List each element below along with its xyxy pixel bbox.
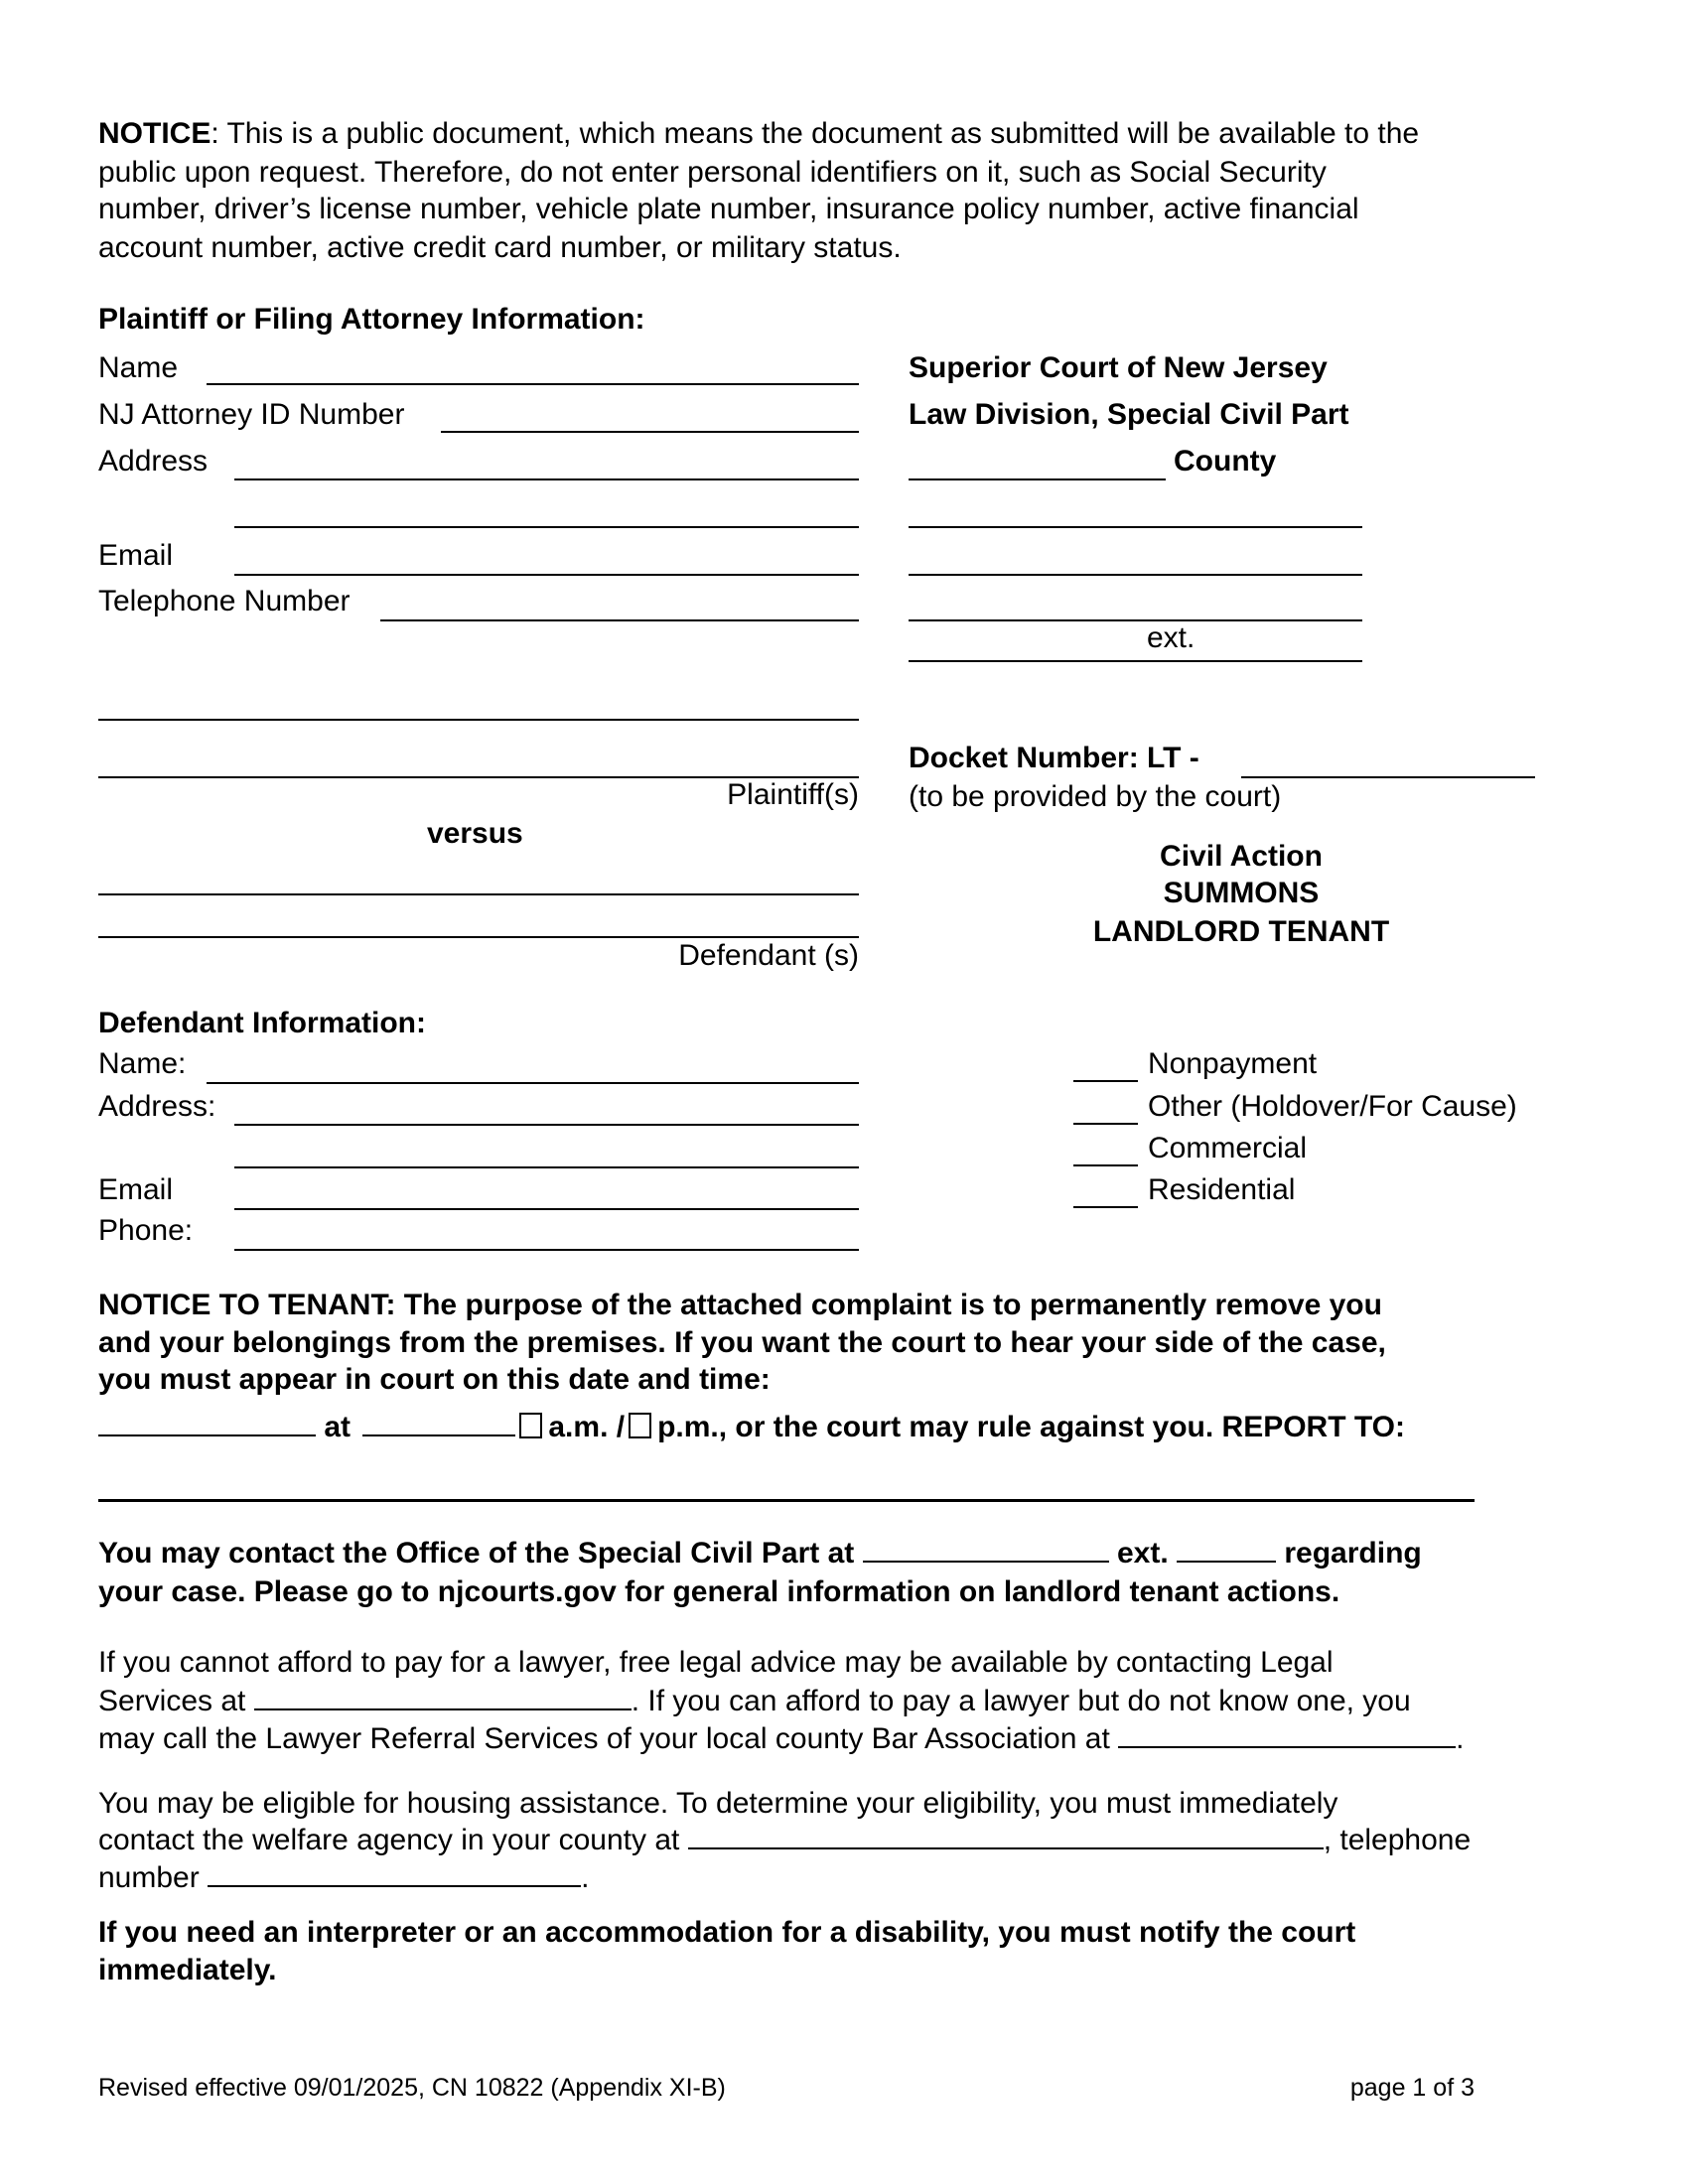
nonpayment-checkline[interactable] xyxy=(1073,1080,1138,1082)
case-type-nonpayment: Nonpayment xyxy=(1148,1047,1318,1080)
plaintiff-address-label: Address xyxy=(98,445,209,478)
defendant-address-field-2[interactable] xyxy=(234,1166,859,1168)
tenant-notice-line: and your belongings from the premises. If you want the court to hear your side of the case, xyxy=(98,1326,1386,1359)
court-time-field[interactable] xyxy=(362,1411,515,1436)
welfare-phone-field[interactable] xyxy=(208,1861,581,1887)
office-ext-field[interactable] xyxy=(1177,1537,1276,1563)
welfare-agency-field[interactable] xyxy=(688,1824,1324,1849)
case-type-residential: Residential xyxy=(1148,1173,1296,1206)
county-field[interactable] xyxy=(909,478,1166,480)
residential-checkline[interactable] xyxy=(1073,1206,1138,1208)
tenant-notice-line: NOTICE TO TENANT: The purpose of the attached complaint is to permanently remove you xyxy=(98,1289,1382,1321)
court-ext-field[interactable] xyxy=(909,660,1362,662)
bar-referral-phone-field[interactable] xyxy=(1118,1722,1456,1748)
tenant-notice-line: you must appear in court on this date and time: xyxy=(98,1363,771,1396)
court-address-field-2[interactable] xyxy=(909,574,1362,576)
contact-line: You may contact the Office of the Special Civil Part at ext. regarding xyxy=(98,1537,1422,1570)
defendant-name-label: Name: xyxy=(98,1047,187,1080)
docket-note: (to be provided by the court) xyxy=(909,780,1282,813)
plaintiffs-label: Plaintiff(s) xyxy=(727,778,859,811)
county-label: County xyxy=(1174,445,1277,478)
plaintiff-caption-field-1[interactable] xyxy=(98,719,859,721)
plaintiff-telephone-field[interactable] xyxy=(380,619,859,621)
notice-line: account number, active credit card number, or military status. xyxy=(98,231,902,264)
case-type-commercial: Commercial xyxy=(1148,1132,1308,1164)
legal-services-phone-field[interactable] xyxy=(254,1685,632,1710)
defendant-email-label: Email xyxy=(98,1173,174,1206)
court-name: Superior Court of New Jersey xyxy=(909,351,1328,384)
office-phone-field[interactable] xyxy=(863,1537,1109,1563)
defendant-phone-field[interactable] xyxy=(234,1249,859,1251)
commercial-checkline[interactable] xyxy=(1073,1164,1138,1166)
plaintiff-address-field-2[interactable] xyxy=(234,526,859,528)
notice-line: public upon request. Therefore, do not enter personal identifiers on it, such as Social Security xyxy=(98,156,1327,189)
notice-line: number, driver’s license number, vehicle plate number, insurance policy number, active financial xyxy=(98,193,1359,225)
defendant-email-field[interactable] xyxy=(234,1208,859,1210)
versus-label: versus xyxy=(427,817,523,850)
contact-line: your case. Please go to njcourts.gov for general information on landlord tenant actions. xyxy=(98,1575,1340,1608)
footer-page-number: page 1 of 3 xyxy=(1349,2074,1475,2102)
legal-line: If you cannot afford to pay for a lawyer, free legal advice may be available by contacting Legal xyxy=(98,1646,1334,1679)
case-type-other: Other (Holdover/For Cause) xyxy=(1148,1090,1517,1123)
notice-label: NOTICE xyxy=(98,117,211,150)
title-civil-action: Civil Action xyxy=(1160,840,1323,873)
plaintiff-name-label: Name xyxy=(98,351,179,384)
court-division: Law Division, Special Civil Part xyxy=(909,398,1349,431)
housing-line: number . xyxy=(98,1861,590,1894)
court-date-field[interactable] xyxy=(98,1411,316,1436)
other-checkline[interactable] xyxy=(1073,1123,1138,1125)
plaintiff-heading: Plaintiff or Filing Attorney Information: xyxy=(98,303,645,336)
interpreter-line: immediately. xyxy=(98,1954,277,1986)
legal-line: may call the Lawyer Referral Services of your local county Bar Association at . xyxy=(98,1722,1465,1755)
defendant-address-label: Address: xyxy=(98,1090,216,1123)
attorney-id-field[interactable] xyxy=(441,431,859,433)
housing-line: You may be eligible for housing assistance. To determine your eligibility, you must immediately xyxy=(98,1787,1338,1820)
court-ext-label: ext. xyxy=(1147,621,1196,654)
defendant-heading: Defendant Information: xyxy=(98,1007,426,1039)
housing-line: contact the welfare agency in your county at , telephone xyxy=(98,1824,1472,1856)
legal-line: Services at . If you can afford to pay a lawyer but do not know one, you xyxy=(98,1685,1411,1717)
court-phone-field[interactable] xyxy=(909,619,1362,621)
title-summons: SUMMONS xyxy=(1163,877,1320,909)
footer-revision: Revised effective 09/01/2025, CN 10822 (Appendix XI-B) xyxy=(98,2074,726,2102)
interpreter-line: If you need an interpreter or an accommodation for a disability, you must notify the court xyxy=(98,1916,1356,1949)
court-address-field-1[interactable] xyxy=(909,526,1362,528)
defendants-label: Defendant (s) xyxy=(678,939,859,972)
defendant-name-field[interactable] xyxy=(207,1082,859,1084)
defendant-phone-label: Phone: xyxy=(98,1214,194,1247)
pm-checkbox[interactable] xyxy=(629,1413,651,1438)
court-date-line: at a.m. / p.m., or the court may rule against you. REPORT TO: xyxy=(98,1410,1405,1445)
notice-line: NOTICE: This is a public document, which means the document as submitted will be available to the xyxy=(98,117,1420,150)
plaintiff-address-field-1[interactable] xyxy=(234,478,859,480)
plaintiff-name-field[interactable] xyxy=(207,383,859,385)
plaintiff-email-label: Email xyxy=(98,539,174,572)
plaintiff-email-field[interactable] xyxy=(234,574,859,576)
report-to-field[interactable] xyxy=(98,1499,1475,1502)
plaintiff-telephone-label: Telephone Number xyxy=(98,585,351,617)
defendant-caption-field-1[interactable] xyxy=(98,893,859,895)
am-checkbox[interactable] xyxy=(519,1413,542,1438)
attorney-id-label: NJ Attorney ID Number xyxy=(98,398,405,431)
title-landlord-tenant: LANDLORD TENANT xyxy=(1092,915,1390,948)
defendant-address-field-1[interactable] xyxy=(234,1124,859,1126)
docket-number-field[interactable] xyxy=(1241,776,1535,778)
docket-label: Docket Number: LT - xyxy=(909,742,1199,774)
